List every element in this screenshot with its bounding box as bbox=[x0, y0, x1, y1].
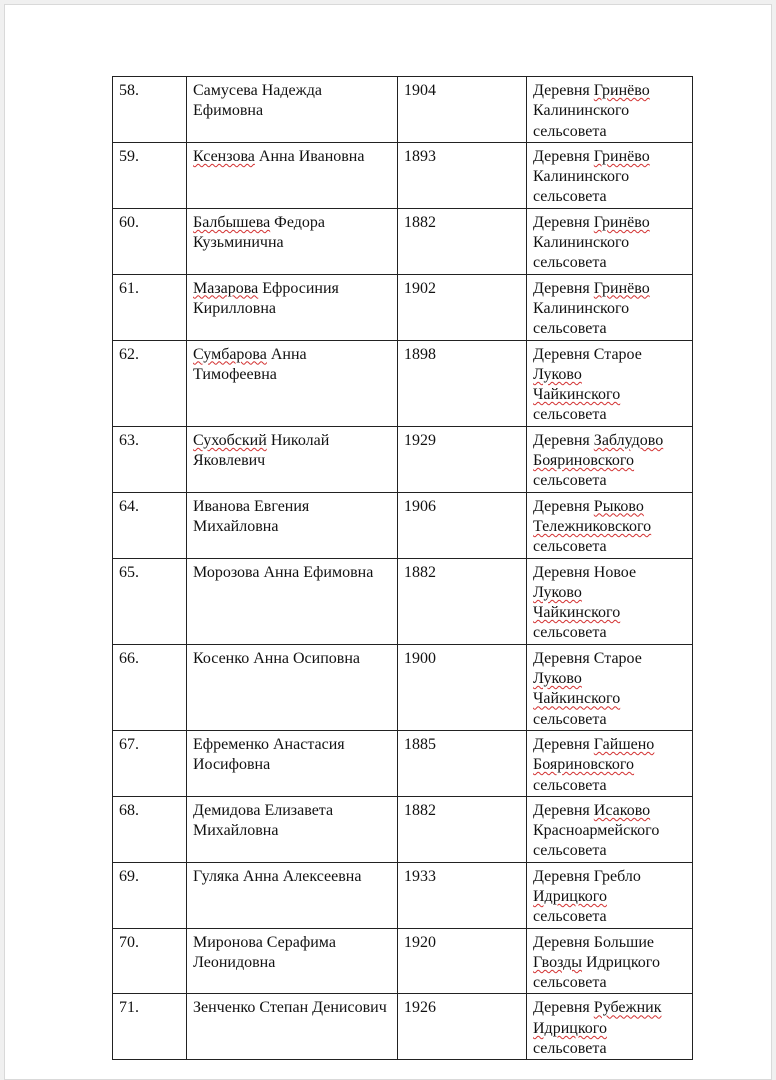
spellcheck-word: Балбышева bbox=[193, 213, 271, 231]
name-text: Ефросиния Кирилловна bbox=[193, 279, 339, 317]
table-row bbox=[113, 558, 693, 644]
place-text: Калининского bbox=[533, 299, 630, 317]
spellcheck-word: Сухобский bbox=[193, 431, 267, 449]
spellcheck-word: Исаково bbox=[593, 801, 651, 819]
table-row bbox=[113, 644, 693, 730]
place-text: Деревня bbox=[533, 801, 594, 819]
place-text: сельсовета bbox=[533, 472, 607, 490]
name-text: Демидова Елизавета Михайловна bbox=[193, 801, 334, 840]
spellcheck-word: Луково bbox=[533, 583, 582, 601]
place-of-residence bbox=[527, 644, 693, 730]
place-text: Деревня bbox=[533, 82, 594, 99]
birth-year: 1885 bbox=[398, 730, 527, 796]
place-of-residence bbox=[527, 994, 693, 1060]
table-row bbox=[113, 142, 693, 208]
place-of-residence bbox=[527, 340, 693, 426]
place-text: сельсовета bbox=[533, 320, 607, 338]
spellcheck-word: Гринёво bbox=[593, 82, 650, 99]
place-text: Деревня bbox=[533, 431, 594, 449]
place-of-residence bbox=[527, 208, 693, 274]
place-of-residence bbox=[527, 77, 693, 143]
birth-year: 1929 bbox=[398, 426, 527, 492]
document-page bbox=[4, 4, 772, 1080]
place-text: Деревня Гребло bbox=[533, 867, 641, 885]
name-text: Федора Кузьминична bbox=[193, 213, 325, 252]
place-text: Деревня Старое bbox=[533, 649, 642, 667]
place-text: Деревня Новое bbox=[533, 563, 637, 581]
person-name bbox=[187, 274, 398, 340]
name-text: Николай Яковлевич bbox=[193, 431, 330, 470]
spellcheck-word: Гайшено bbox=[593, 735, 655, 753]
place-text: Калининского bbox=[533, 168, 630, 186]
row-number: 69. bbox=[113, 862, 187, 928]
birth-year: 1882 bbox=[398, 208, 527, 274]
person-name bbox=[187, 796, 398, 862]
place-text: Деревня bbox=[533, 213, 594, 231]
place-text: Деревня bbox=[533, 279, 594, 297]
row-number: 66. bbox=[113, 644, 187, 730]
spellcheck-word: Идрицкого bbox=[533, 887, 607, 905]
birth-year: 1882 bbox=[398, 558, 527, 644]
place-text: Красноармейского bbox=[533, 822, 660, 840]
place-text: сельсовета bbox=[533, 710, 607, 728]
row-number: 61. bbox=[113, 274, 187, 340]
spellcheck-word: Чайкинского bbox=[533, 690, 621, 708]
spellcheck-word: Гринёво bbox=[593, 279, 650, 297]
row-number: 64. bbox=[113, 492, 187, 558]
spellcheck-word: Чайкинского bbox=[533, 604, 621, 622]
records-table bbox=[112, 76, 693, 1060]
name-text: Анна Ивановна bbox=[254, 147, 365, 165]
person-name bbox=[187, 142, 398, 208]
row-number: 63. bbox=[113, 426, 187, 492]
place-text: сельсовета bbox=[533, 842, 607, 860]
place-text: сельсовета bbox=[533, 974, 607, 992]
place-text: Деревня bbox=[533, 497, 594, 515]
place-text: Деревня bbox=[533, 999, 594, 1017]
name-text: Миронова Серафима Леонидовна bbox=[193, 933, 336, 971]
person-name bbox=[187, 492, 398, 558]
person-name bbox=[187, 644, 398, 730]
spellcheck-word: Ксензова bbox=[193, 147, 255, 165]
spellcheck-word: Бояриновского bbox=[533, 756, 635, 774]
spellcheck-word: Чайкинского bbox=[533, 386, 621, 404]
person-name bbox=[187, 340, 398, 426]
place-of-residence bbox=[527, 928, 693, 994]
place-of-residence bbox=[527, 796, 693, 862]
spellcheck-word: Луково bbox=[533, 670, 582, 688]
birth-year: 1898 bbox=[398, 340, 527, 426]
place-of-residence bbox=[527, 426, 693, 492]
place-of-residence bbox=[527, 492, 693, 558]
spellcheck-word: Мазарова bbox=[193, 279, 259, 297]
birth-year: 1893 bbox=[398, 142, 527, 208]
name-text: Анна Тимофеевна bbox=[193, 345, 307, 383]
person-name bbox=[187, 77, 398, 143]
row-number: 67. bbox=[113, 730, 187, 796]
name-text: Зенченко Степан Денисович bbox=[193, 999, 387, 1017]
name-text: Самусева Надежда Ефимовна bbox=[193, 82, 322, 120]
spellcheck-word: Луково bbox=[533, 365, 582, 383]
spellcheck-word: Гринёво bbox=[593, 147, 650, 165]
place-text: сельсовета bbox=[533, 188, 607, 206]
spellcheck-word: Гринёво bbox=[593, 213, 650, 231]
table-row bbox=[113, 208, 693, 274]
place-of-residence bbox=[527, 862, 693, 928]
place-text: сельсовета bbox=[533, 122, 607, 140]
row-number: 62. bbox=[113, 340, 187, 426]
name-text: Иванова Евгения Михайловна bbox=[193, 497, 310, 535]
spellcheck-word: Рубежник bbox=[593, 999, 662, 1017]
name-text: Морозова Анна Ефимовна bbox=[193, 563, 374, 581]
table-row bbox=[113, 994, 693, 1060]
birth-year: 1906 bbox=[398, 492, 527, 558]
place-text: Деревня Большие bbox=[533, 933, 655, 951]
place-text: сельсовета bbox=[533, 776, 607, 794]
place-text: Калининского bbox=[533, 234, 630, 252]
name-text: Гуляка Анна Алексеевна bbox=[193, 867, 362, 885]
person-name bbox=[187, 426, 398, 492]
place-text: сельсовета bbox=[533, 1040, 607, 1058]
spellcheck-word: Тележниковского bbox=[533, 517, 652, 535]
name-text: Ефременко Анастасия Иосифовна bbox=[193, 735, 345, 774]
birth-year: 1900 bbox=[398, 644, 527, 730]
place-text: Деревня bbox=[533, 735, 594, 753]
records-table-body bbox=[113, 77, 693, 1060]
spellcheck-word: Бояриновского bbox=[533, 452, 635, 470]
spellcheck-word: Гвозды bbox=[533, 953, 583, 971]
row-number: 70. bbox=[113, 928, 187, 994]
place-text: Деревня Старое bbox=[533, 345, 642, 363]
person-name bbox=[187, 208, 398, 274]
table-row bbox=[113, 730, 693, 796]
table-row bbox=[113, 928, 693, 994]
place-text: сельсовета bbox=[533, 406, 607, 424]
table-row bbox=[113, 340, 693, 426]
place-of-residence bbox=[527, 558, 693, 644]
place-text: сельсовета bbox=[533, 908, 607, 926]
spellcheck-word: Сумбарова bbox=[193, 345, 267, 363]
spellcheck-word: Заблудово bbox=[593, 431, 664, 449]
row-number: 60. bbox=[113, 208, 187, 274]
person-name bbox=[187, 558, 398, 644]
birth-year: 1920 bbox=[398, 928, 527, 994]
birth-year: 1902 bbox=[398, 274, 527, 340]
table-row bbox=[113, 426, 693, 492]
person-name bbox=[187, 862, 398, 928]
place-of-residence bbox=[527, 730, 693, 796]
place-text: Идрицкого bbox=[582, 953, 660, 971]
table-row bbox=[113, 77, 693, 143]
place-text: Деревня bbox=[533, 147, 594, 165]
birth-year: 1926 bbox=[398, 994, 527, 1060]
row-number: 65. bbox=[113, 558, 187, 644]
person-name bbox=[187, 928, 398, 994]
row-number: 71. bbox=[113, 994, 187, 1060]
person-name bbox=[187, 730, 398, 796]
birth-year: 1882 bbox=[398, 796, 527, 862]
row-number: 68. bbox=[113, 796, 187, 862]
person-name bbox=[187, 994, 398, 1060]
place-text: сельсовета bbox=[533, 538, 607, 556]
name-text: Косенко Анна Осиповна bbox=[193, 649, 360, 667]
row-number: 58. bbox=[113, 77, 187, 143]
birth-year: 1933 bbox=[398, 862, 527, 928]
row-number: 59. bbox=[113, 142, 187, 208]
place-of-residence bbox=[527, 274, 693, 340]
place-of-residence bbox=[527, 142, 693, 208]
table-row bbox=[113, 274, 693, 340]
birth-year: 1904 bbox=[398, 77, 527, 143]
table-row bbox=[113, 492, 693, 558]
table-row bbox=[113, 796, 693, 862]
place-text: Калининского bbox=[533, 102, 630, 120]
place-text: сельсовета bbox=[533, 624, 607, 642]
table-row bbox=[113, 862, 693, 928]
spellcheck-word: Идрицкого bbox=[533, 1019, 607, 1037]
spellcheck-word: Рыково bbox=[593, 497, 644, 515]
place-text: сельсовета bbox=[533, 254, 607, 272]
